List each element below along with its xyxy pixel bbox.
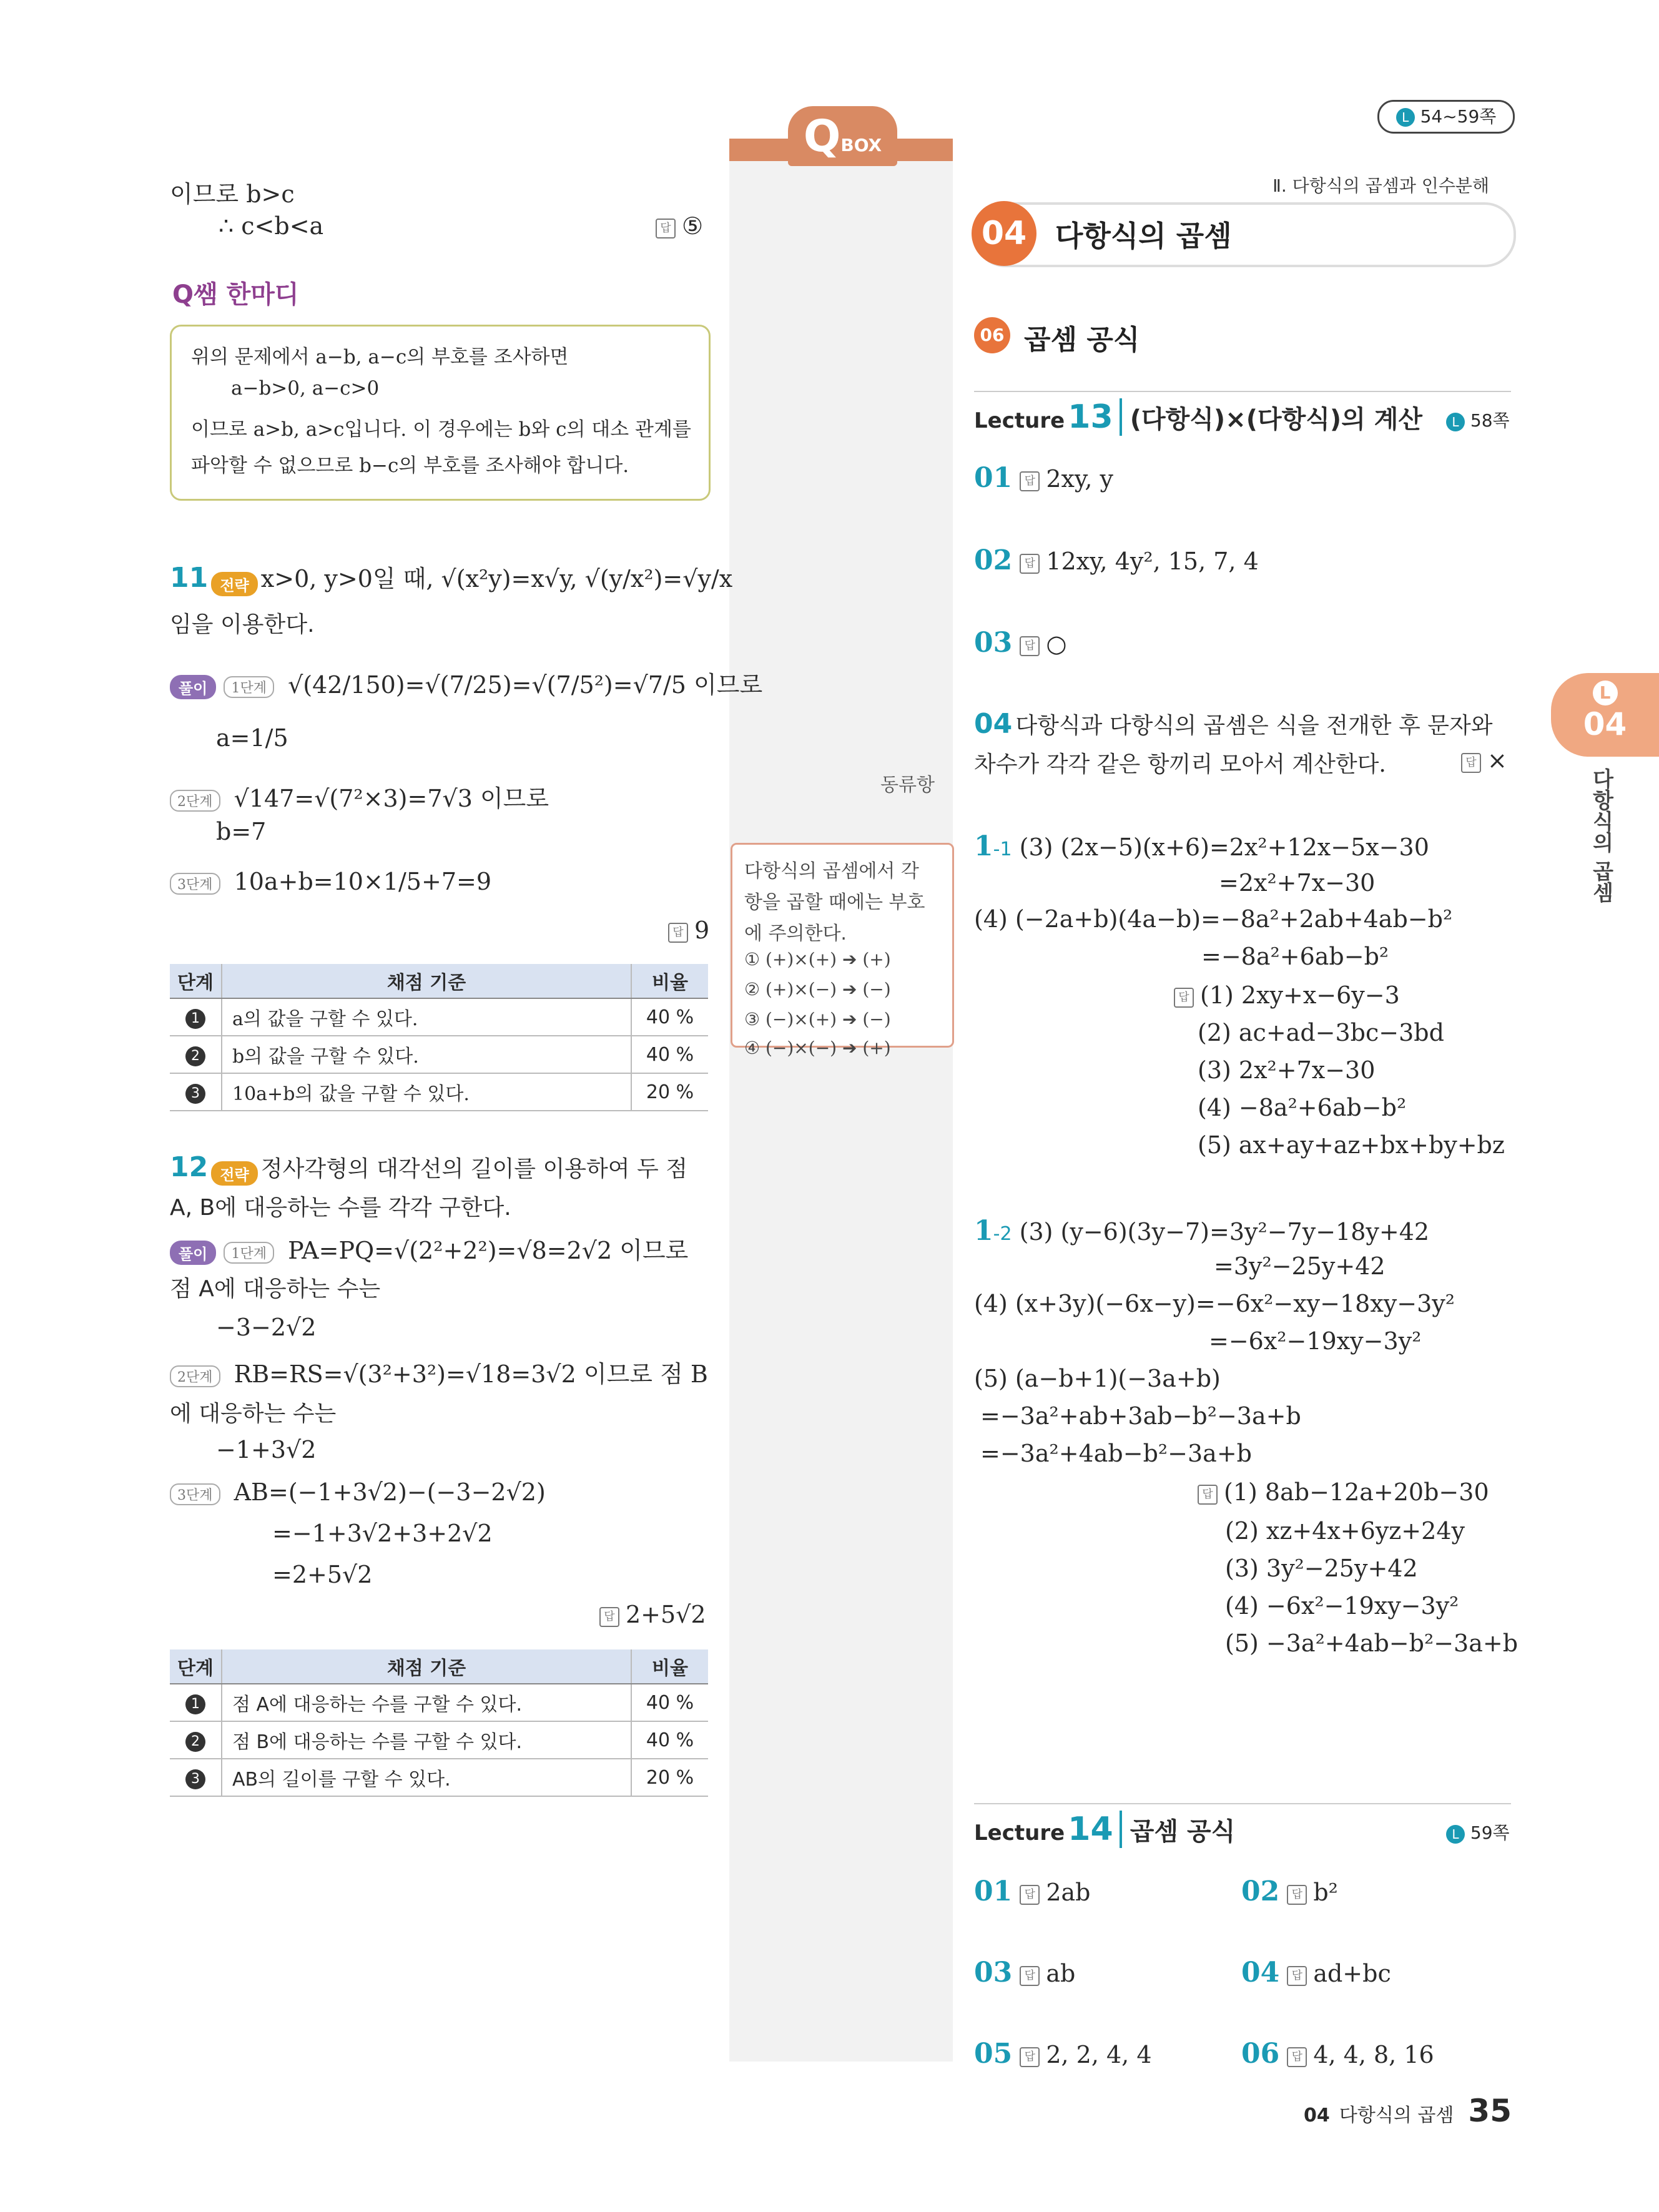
p12-eq-4: RB=RS=√(3²+3²)=√18=3√2 이므로 점 B: [234, 1360, 708, 1388]
p1-2-line-2: =3y²−25y+42: [1214, 1252, 1386, 1280]
chapter-number-circle: 04: [972, 201, 1036, 266]
step-circle: 2: [185, 1046, 205, 1066]
problem-12-strategy: 정사각형의 대각선의 길이를 이용하여 두 점: [260, 1156, 687, 1182]
note-line-1: 위의 문제에서 a−b, a−c의 부호를 조사하면: [191, 346, 569, 368]
side-tab-letter: L: [1593, 681, 1618, 705]
p1-1-line-4: =−8a²+6ab−b²: [1201, 943, 1389, 970]
qbox-strip: [729, 139, 953, 2062]
margin-note-6: ③ (−)×(+) ➔ (−): [744, 1009, 891, 1030]
problem-12-header: [170, 1151, 687, 1186]
step-circle: 1: [185, 1009, 205, 1029]
chapter-title: 다항식의 곱셈: [1055, 219, 1232, 253]
answer-03: 03 답 ○: [974, 627, 1067, 659]
margin-note-7: ④ (−)×(−) ➔ (+): [744, 1038, 891, 1058]
answer-02-value: 12xy, 4y², 15, 7, 4: [1046, 548, 1259, 575]
answer-mark-icon: 답: [599, 1607, 619, 1627]
p1-2-ans-4: (4) −6x²−19xy−3y²: [1225, 1592, 1459, 1620]
th-criteria: 채점 기준: [222, 1649, 631, 1684]
note-line-3: 이므로 a>b, a>c입니다. 이 경우에는 b와 c의 대소 관계를: [191, 418, 691, 441]
solution-badge: 풀이: [170, 1241, 216, 1265]
ratio-cell: 40 %: [631, 1721, 708, 1759]
criteria-cell: AB의 길이를 구할 수 있다.: [222, 1759, 631, 1796]
answer-04-text-1: 다항식과 다항식의 곱셈은 식을 전개한 후 문자와: [1015, 713, 1493, 739]
answer-04-text-2: 차수가 각각 같은 항끼리 모아서 계산한다.: [974, 752, 1386, 777]
lecture-13-underline: [974, 391, 1511, 392]
margin-note-4: ① (+)×(+) ➔ (+): [744, 949, 891, 970]
answer-b02: 02 답 b²: [1241, 1875, 1338, 1907]
sub-number-circle: 06: [974, 317, 1010, 353]
solution-badge: 풀이: [170, 675, 216, 699]
table-row: [170, 1684, 708, 1721]
footer: [1304, 2093, 1512, 2129]
step-3-label: 3단계: [170, 1483, 220, 1505]
p1-1-ans-2: (2) ac+ad−3bc−3bd: [1198, 1019, 1444, 1046]
ratio-cell: 20 %: [631, 1759, 708, 1796]
p1-1-ans-4: (4) −8a²+6ab−b²: [1198, 1094, 1407, 1121]
th-ratio: 비율: [631, 964, 708, 998]
ref-pages: 54~59쪽: [1420, 106, 1497, 127]
p1-2-ans-2: (2) xz+4x+6yz+24y: [1225, 1517, 1465, 1545]
page-number: 35: [1468, 2093, 1512, 2129]
criteria-cell: b의 값을 구할 수 있다.: [222, 1036, 631, 1073]
step-circle: 3: [185, 1084, 205, 1104]
p12-step-1: [170, 1231, 688, 1266]
th-ratio: 비율: [631, 1649, 708, 1684]
side-tab-vertical-label: 다항식의 곱셈: [1588, 768, 1613, 903]
p12-eq-9: =2+5√2: [272, 1561, 373, 1588]
answer-b04: 04 답 ad+bc: [1241, 1957, 1391, 1988]
step-circle: 1: [185, 1694, 205, 1714]
lecture-14-word: Lecture: [974, 1821, 1065, 1846]
p12-eq-5: 에 대응하는 수는: [170, 1401, 337, 1427]
table-row: [170, 998, 708, 1036]
p12-eq-6: −1+3√2: [216, 1436, 317, 1463]
margin-note-2: 항을 곱할 때에는 부호: [744, 892, 925, 913]
p1-2-line-6: =−3a²+ab+3ab−b²−3a+b: [980, 1402, 1301, 1430]
step-2-label: 2단계: [170, 790, 220, 812]
p1-1-ans-5: (5) ax+ay+az+bx+by+bz: [1198, 1131, 1505, 1159]
p11-eq-3: √147=√(7²×3)=7√3 이므로: [234, 785, 549, 812]
step-3-label: 3단계: [170, 873, 220, 895]
ref-l-icon: L: [1396, 108, 1415, 127]
lecture-13-word: Lecture: [974, 408, 1065, 433]
answer-b05: 05 답 2, 2, 4, 4: [974, 2038, 1152, 2070]
p1-2-line-7: =−3a²+4ab−b²−3a+b: [980, 1440, 1252, 1467]
step-circle: 3: [185, 1769, 205, 1789]
answer-mark-icon: 답: [656, 219, 676, 238]
problem-11-num: 11: [170, 562, 209, 594]
problem-12-num: 12: [170, 1151, 209, 1183]
footer-title: 다항식의 곱셈: [1339, 2105, 1454, 2126]
section-title: Ⅱ. 다항식의 곱셈과 인수분해: [1273, 175, 1489, 196]
lecture-13-num: 13: [1068, 398, 1121, 436]
ratio-cell: 40 %: [631, 1684, 708, 1721]
p11-score-table: [170, 964, 708, 1111]
p11-eq-2: a=1/5: [216, 724, 288, 752]
problem-11-header: [170, 559, 732, 596]
answer-01: 01 답 2xy, y: [974, 462, 1113, 494]
page-l-icon: L: [1446, 1825, 1465, 1844]
table-row: [170, 1073, 708, 1111]
answer-01-value: 2xy, y: [1046, 465, 1113, 493]
page-l-icon: L: [1446, 413, 1465, 431]
qbox-sub: BOX: [840, 135, 882, 155]
p1-2-line-1: 1-2 (3) (y−6)(3y−7)=3y²−7y−18y+42: [974, 1215, 1430, 1247]
step-2-label: 2단계: [170, 1365, 220, 1387]
p11-eq-1: √(42/150)=√(7/25)=√(7/5²)=√7/5 이므로: [288, 671, 763, 699]
table-row: [170, 1721, 708, 1759]
note-title: Q쌤 한마디: [172, 280, 299, 309]
left-line-2-answer: 답 ⑤: [656, 212, 703, 240]
ratio-cell: 40 %: [631, 1036, 708, 1073]
p1-1-ans-3: (3) 2x²+7x−30: [1198, 1056, 1376, 1084]
p1-1-line-1: 1-1 (3) (2x−5)(x+6)=2x²+12x−5x−30: [974, 830, 1429, 862]
criteria-cell: a의 값을 구할 수 있다.: [222, 998, 631, 1036]
th-criteria: 채점 기준: [222, 964, 631, 998]
p1-2-ans-3: (3) 3y²−25y+42: [1225, 1555, 1418, 1582]
margin-note-1: 다항식의 곱셈에서 각: [744, 860, 919, 882]
lecture-14-title: 곱셈 공식: [1130, 1817, 1236, 1846]
p12-eq-8: =−1+3√2+3+2√2: [272, 1520, 493, 1547]
answer-b01: 01 답 2ab: [974, 1875, 1091, 1907]
qbox-q: Q: [803, 111, 841, 162]
step-circle: 2: [185, 1732, 205, 1752]
p12-eq-3: −3−2√2: [216, 1314, 317, 1341]
lecture-14-num: 14: [1068, 1811, 1121, 1848]
p1-2-ans-1: 답 (1) 8ab−12a+20b−30: [1198, 1478, 1489, 1506]
criteria-cell: 점 A에 대응하는 수를 구할 수 있다.: [222, 1684, 631, 1721]
lecture-13-title: (다항식)×(다항식)의 계산: [1130, 405, 1423, 434]
p11-eq-4: b=7: [216, 818, 267, 845]
lecture-14-heading: [974, 1811, 1235, 1848]
criteria-cell: 10a+b의 값을 구할 수 있다.: [222, 1073, 631, 1111]
p11-eq-5: 10a+b=10×1/5+7=9: [234, 868, 492, 895]
lecture-13-page: L 58쪽: [1446, 407, 1510, 432]
answer-b06: 06 답 4, 4, 8, 16: [1241, 2038, 1434, 2070]
answer-03-value: ○: [1046, 630, 1067, 657]
p11-step-2: [170, 779, 549, 814]
p1-2-line-3: (4) (x+3y)(−6x−y)=−6x²−xy−18xy−3y²: [974, 1290, 1455, 1317]
p1-2-line-5: (5) (a−b+1)(−3a+b): [974, 1365, 1221, 1392]
table-row: [170, 1759, 708, 1796]
sub-title: 곱셈 공식: [1024, 324, 1140, 356]
p12-answer: 답 2+5√2: [599, 1601, 706, 1628]
p12-eq-7: AB=(−1+3√2)−(−3−2√2): [234, 1478, 546, 1506]
strategy-badge: 전략: [211, 1161, 257, 1186]
p11-step-3: [170, 868, 491, 895]
problem-11-strategy-2: 임을 이용한다.: [170, 612, 315, 637]
margin-note-3: 에 주의한다.: [744, 923, 847, 945]
p12-step-3: [170, 1478, 546, 1506]
step-1-label: 1단계: [224, 1242, 274, 1264]
margin-note-5: ② (+)×(−) ➔ (−): [744, 979, 891, 1000]
p12-step-2: [170, 1355, 708, 1389]
ref-pages-badge: [1377, 100, 1515, 134]
lecture-13-heading: [974, 398, 1422, 436]
p1-1-line-3: (4) (−2a+b)(4a−b)=−8a²+2ab+4ab−b²: [974, 905, 1453, 933]
p1-1-line-2: =2x²+7x−30: [1219, 869, 1376, 897]
p1-2-ans-5: (5) −3a²+4ab−b²−3a+b: [1225, 1630, 1519, 1657]
problem-11-strategy: x>0, y>0일 때, √(x²y)=x√y, √(y/x²)=√y/x: [260, 565, 733, 592]
answer-mark-icon: 답: [668, 923, 688, 943]
note-line-4: 파악할 수 없으므로 b−c의 부호를 조사해야 합니다.: [191, 455, 629, 477]
th-step: 단계: [170, 1649, 222, 1684]
p1-1-ans-1: 답 (1) 2xy+x−6y−3: [1174, 981, 1400, 1009]
left-line-2: ∴ c<b<a: [219, 212, 324, 240]
left-line-1: 이므로 b>c: [170, 180, 295, 208]
side-tab[interactable]: [1551, 673, 1659, 757]
p12-eq-1: PA=PQ=√(2²+2²)=√8=2√2 이므로: [288, 1237, 689, 1264]
p11-step-1: [170, 666, 762, 700]
problem-12-strategy-2: A, B에 대응하는 수를 각각 구한다.: [170, 1195, 511, 1221]
ratio-cell: 40 %: [631, 998, 708, 1036]
strategy-badge: 전략: [211, 572, 257, 596]
qbox-logo: [788, 106, 897, 166]
note-line-2: a−b>0, a−c>0: [231, 377, 380, 400]
answer-02: 02 답 12xy, 4y², 15, 7, 4: [974, 544, 1259, 576]
lecture-14-page: L 59쪽: [1446, 1819, 1510, 1844]
step-1-label: 1단계: [224, 676, 274, 698]
p11-answer: 답 9: [668, 917, 709, 944]
ratio-cell: 20 %: [631, 1073, 708, 1111]
answer-04: 04 다항식과 다항식의 곱셈은 식을 전개한 후 문자와: [974, 708, 1493, 740]
answer-04-result: 답 ×: [1461, 747, 1507, 774]
p12-score-table: [170, 1649, 708, 1797]
answer-b03: 03 답 ab: [974, 1957, 1076, 1988]
p12-eq-2: 점 A에 대응하는 수는: [170, 1276, 381, 1302]
th-step: 단계: [170, 964, 222, 998]
table-row: [170, 1036, 708, 1073]
side-tab-num: 04: [1583, 706, 1627, 742]
footer-chapter: 04: [1304, 2105, 1330, 2126]
margin-label: 동류항: [880, 774, 935, 796]
lecture-14-underline: [974, 1803, 1511, 1804]
criteria-cell: 점 B에 대응하는 수를 구할 수 있다.: [222, 1721, 631, 1759]
p1-2-line-4: =−6x²−19xy−3y²: [1209, 1327, 1422, 1355]
